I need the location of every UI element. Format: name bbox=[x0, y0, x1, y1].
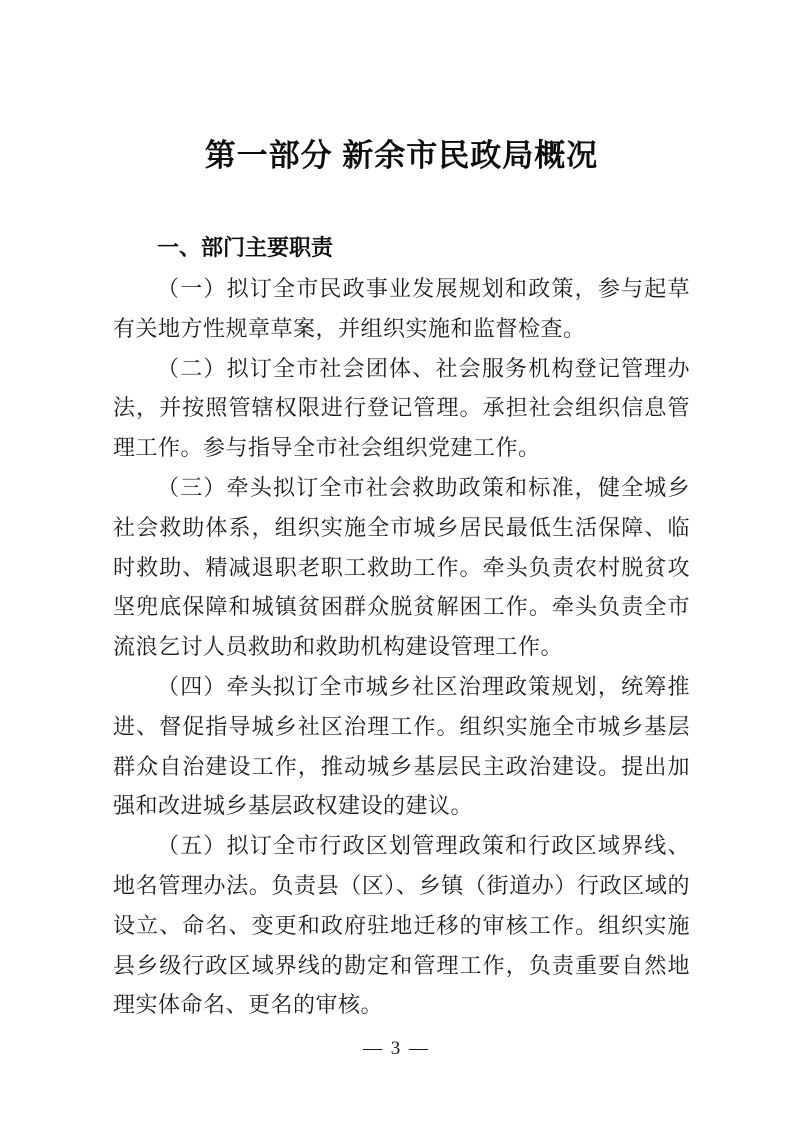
paragraph-duty-1: （一）拟订全市民政事业发展规划和政策，参与起草有关地方性规章草案，并组织实施和监督检查。 bbox=[113, 276, 690, 341]
section-heading: 一、部门主要职责 bbox=[157, 235, 334, 260]
document-title: 第一部分 新余市民政局概况 bbox=[204, 138, 599, 173]
paragraph-duty-3: （三）牵头拟订全市社会救助政策和标准，健全城乡社会救助体系，组织实施全市城乡居民最低生活保障、临时救助、精减退职老职工救助工作。牵头负责农村脱贫攻坚兜底保障和城镇贫困群众脱贫解困工作。牵头负责全市流浪乞讨人员救助和救助机构建设管理工作。 bbox=[113, 474, 690, 660]
document-body bbox=[113, 269, 690, 1025]
paragraph-duty-5: （五）拟订全市行政区划管理政策和行政区域界线、地名管理办法。负责县（区）、乡镇（街道办）行政区域的设立、命名、变更和政府驻地迁移的审核工作。组织实施县乡级行政区域界线的勘定和管理工作，负责重要自然地理实体命名、更名的审核。 bbox=[113, 833, 690, 1018]
page-number: — 3 — bbox=[363, 1038, 430, 1059]
paragraph-duty-4: （四）牵头拟订全市城乡社区治理政策规划，统筹推进、督促指导城乡社区治理工作。组织实施全市城乡基层群众自治建设工作，推动城乡基层民主政治建设。提出加强和改进城乡基层政权建设的建议。 bbox=[113, 673, 690, 819]
paragraph-duty-2: （二）拟订全市社会团体、社会服务机构登记管理办法，并按照管辖权限进行登记管理。承担社会组织信息管理工作。参与指导全市社会组织党建工作。 bbox=[113, 355, 690, 461]
